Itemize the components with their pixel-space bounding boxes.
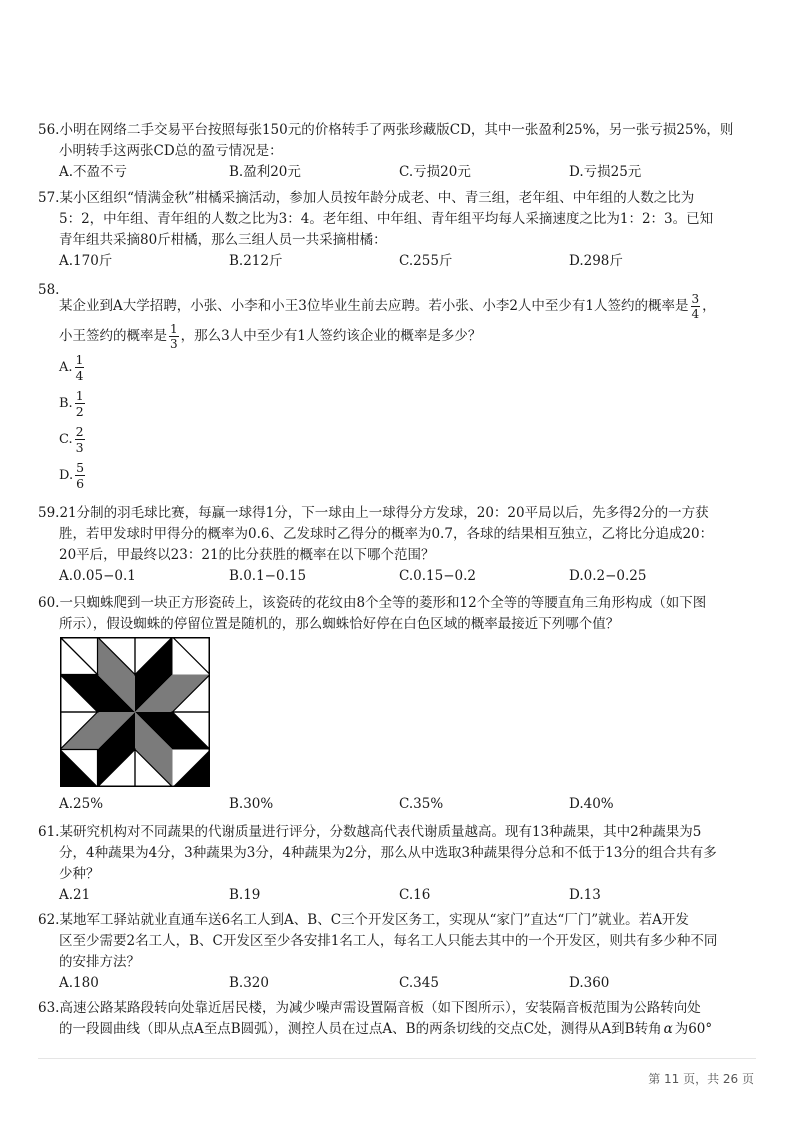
q58-line2-end: ，那么3人中至少有1人签约该企业的概率是多少？ xyxy=(180,328,482,344)
q58-option-c[interactable]: C. $\frac{2}{3}$ xyxy=(59,424,84,455)
q62-line3: 的安排方法？ xyxy=(59,954,140,970)
q61-option-a[interactable]: A.21 xyxy=(59,887,91,903)
q62-line1: 62.某地军工驿站就业直通车送6名工人到A、B、C三个开发区务工，实现从“家门”直达“厂门”就业。若A开发 xyxy=(38,912,689,928)
q63-line1: 63.高速公路某路段转向处靠近居民楼，为减少噪声需设置隔音板（如下图所示），安装隔音板范围为公路转向处 xyxy=(38,1000,701,1016)
q61-line3: 少种？ xyxy=(59,866,100,882)
q56-line1: 56.小明在网络二手交易平台按照每张150元的价格转手了两张珍藏版CD，其中一张盈利25%，另一张亏损25%，则 xyxy=(38,122,734,138)
question-59 xyxy=(38,503,756,587)
question-57 xyxy=(38,188,756,272)
q62-line2: 区至少需要2名工人，B、C开发区至少各安排1名工人，每名工人只能去其中的一个开发区，则共有多少种不同 xyxy=(59,933,718,949)
q56-option-d[interactable]: D.亏损25元 xyxy=(569,164,642,180)
footer-divider xyxy=(38,1058,756,1059)
q58-fraction-3-4: $\frac{3}{4}$ xyxy=(691,292,700,321)
q63-line2: 的一段圆曲线（即从点A至点B圆弧），测控人员在过点A、B的两条切线的交点C处，测得从A到B转角 xyxy=(59,1021,662,1037)
q57-options xyxy=(38,251,756,272)
q57-option-a[interactable]: A.170斤 xyxy=(59,253,113,269)
q57-option-d[interactable]: D.298斤 xyxy=(569,253,623,269)
q62-option-a[interactable]: A.180 xyxy=(59,975,99,991)
question-62 xyxy=(38,910,756,994)
q60-option-c[interactable]: C.35% xyxy=(399,796,444,812)
q59-option-b[interactable]: B.0.1−0.15 xyxy=(229,568,307,584)
q62-options xyxy=(38,973,756,994)
q58-line2-wrap xyxy=(38,322,756,351)
q60-line1: 60.一只蜘蛛爬到一块正方形瓷砖上，该瓷砖的花纹由8个全等的菱形和12个全等的等腰直角三角形构成（如下图 xyxy=(38,595,707,611)
q59-options xyxy=(38,566,756,587)
q58-number: 58. xyxy=(38,282,60,298)
q58-line2-start: 小王签约的概率是 xyxy=(59,328,167,344)
q60-option-d[interactable]: D.40% xyxy=(569,796,614,812)
q57-line3: 青年组共采摘80斤柑橘，那么三组人员一共采摘柑橘： xyxy=(59,232,387,248)
q56-option-b[interactable]: B.盈利20元 xyxy=(229,164,301,180)
q61-line2: 分，4种蔬果为4分，3种蔬果为3分，4种蔬果为2分，那么从中选取3种蔬果得分总和不低于13分的组合共有多 xyxy=(59,845,717,861)
question-56 xyxy=(38,120,756,183)
q59-line3: 20平后，甲最终以23：21的比分获胜的概率在以下哪个范围？ xyxy=(59,547,435,563)
q58-option-a[interactable]: A. $\frac{1}{4}$ xyxy=(59,352,84,383)
q60-line2: 所示），假设蜘蛛的停留位置是随机的，那么蜘蛛恰好停在白色区域的概率最接近下列哪个值？ xyxy=(59,616,620,632)
q60-options-wrap xyxy=(38,794,756,815)
q60-option-a[interactable]: A.25% xyxy=(59,796,104,812)
question-60 xyxy=(38,593,756,635)
q57-line2: 5：2，中年组、青年组的人数之比为3：4。老年组、中年组、青年组平均每人采摘速度之比为1：2：3。已知 xyxy=(59,211,714,227)
q59-option-a[interactable]: A.0.05−0.1 xyxy=(59,568,136,584)
q57-option-b[interactable]: B.212斤 xyxy=(229,253,283,269)
q59-option-c[interactable]: C.0.15−0.2 xyxy=(399,568,476,584)
q56-line2: 小明转手这两张CD总的盈亏情况是： xyxy=(59,143,283,159)
q61-option-c[interactable]: C.16 xyxy=(399,887,431,903)
q57-option-c[interactable]: C.255斤 xyxy=(399,253,453,269)
q59-line1: 59.21分制的羽毛球比赛，每赢一球得1分，下一球由上一球得分方发球，20：20平局以后，先多得2分的一方获 xyxy=(38,505,709,521)
q63-line2-end: 为60° xyxy=(674,1021,713,1037)
q62-option-d[interactable]: D.360 xyxy=(569,975,610,991)
q58-line1: 某企业到A大学招聘，小张、小李和小王3位毕业生前去应聘。若小张、小李2人中至少有1人签约的概率是 xyxy=(59,298,689,314)
q60-option-b[interactable]: B.30% xyxy=(229,796,274,812)
q58-fraction-1-3: $\frac{1}{3}$ xyxy=(170,322,178,351)
q56-option-c[interactable]: C.亏损20元 xyxy=(399,164,471,180)
q59-option-d[interactable]: D.0.2−0.25 xyxy=(569,568,647,584)
question-63 xyxy=(38,998,756,1040)
q62-option-b[interactable]: B.320 xyxy=(229,975,269,991)
q59-line2: 胜，若甲发球时甲得分的概率为0.6、乙发球时乙得分的概率为0.7，各球的结果相互独立，乙将比分追成20： xyxy=(59,526,714,542)
q60-options xyxy=(38,794,756,815)
q61-options xyxy=(38,885,756,906)
q58-option-b[interactable]: B. $\frac{1}{2}$ xyxy=(59,388,84,419)
q61-line1: 61.某研究机构对不同蔬果的代谢质量进行评分，分数越高代表代谢质量越高。现有13种蔬果，其中2种蔬果为5 xyxy=(38,824,702,840)
tile-pattern-figure xyxy=(60,637,210,787)
q63-alpha: α xyxy=(663,1021,673,1037)
q57-line1: 57.某小区组织“情满金秋”柑橘采摘活动，参加人员按年龄分成老、中、青三组，老年组、中年组的人数之比为 xyxy=(38,190,695,206)
q56-options xyxy=(38,162,756,183)
question-61 xyxy=(38,822,756,906)
q58-option-d[interactable]: D. $\frac{5}{6}$ xyxy=(59,460,85,491)
q61-option-b[interactable]: B.19 xyxy=(229,887,261,903)
q61-option-d[interactable]: D.13 xyxy=(569,887,601,903)
q58-line1-wrap: 某企业到A大学招聘，小张、小李和小王3位毕业生前去应聘。若小张、小李2人中至少有1人签约的概率是 $\frac{3}{4}$ ， xyxy=(59,292,716,321)
page-footer: 第 11 页，共 26 页 xyxy=(648,1072,754,1086)
q62-option-c[interactable]: C.345 xyxy=(399,975,439,991)
q56-option-a[interactable]: A.不盈不亏 xyxy=(59,164,128,180)
